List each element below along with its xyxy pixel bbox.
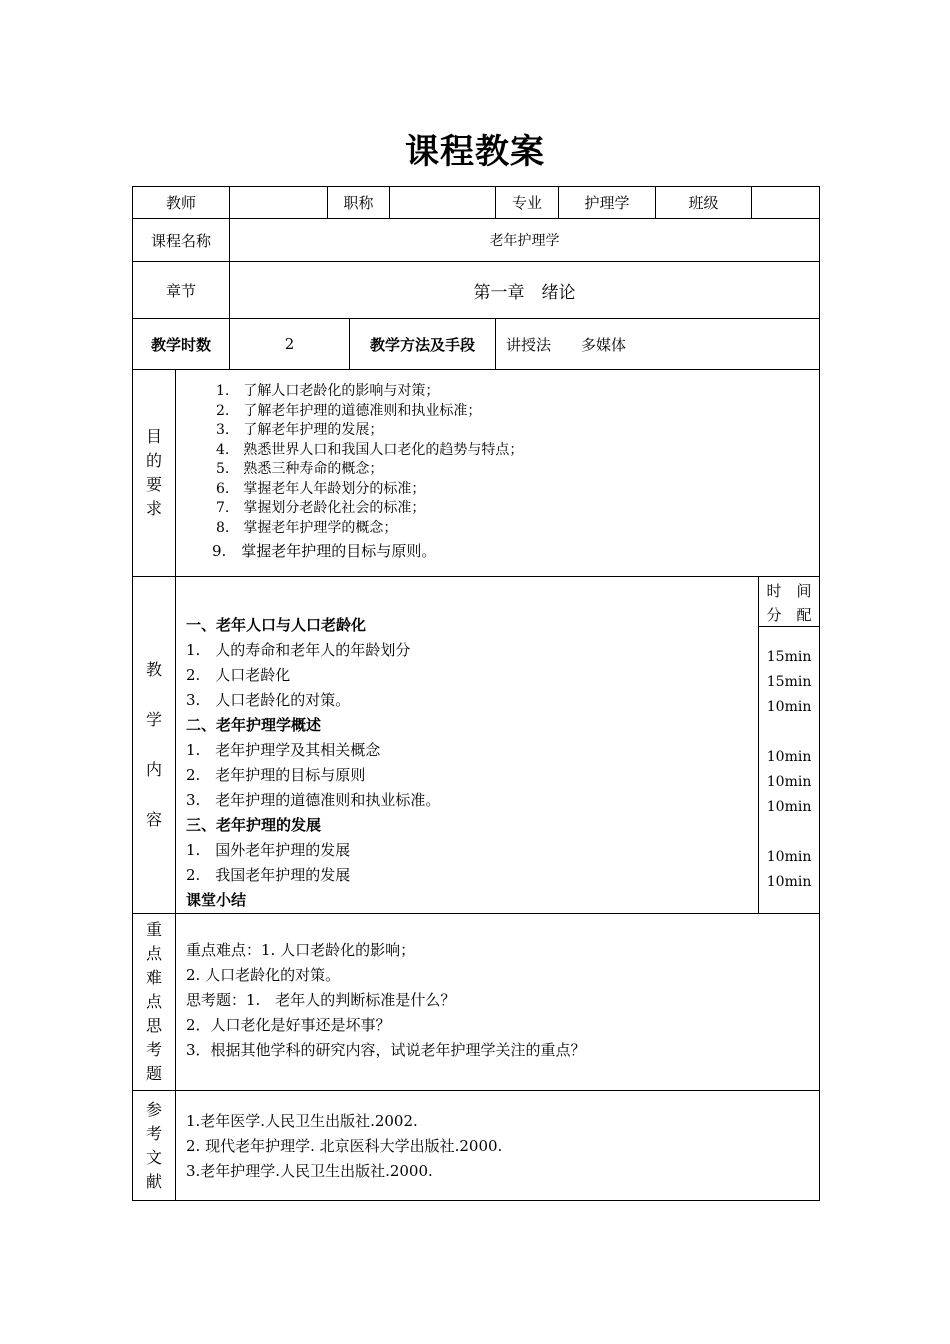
list-item: 8. 掌握老年护理学的概念； bbox=[216, 519, 398, 536]
list-item: 1. 人的寿命和老年人的年龄划分 bbox=[186, 641, 411, 659]
key-points-row bbox=[133, 914, 820, 1091]
time-value: 10min bbox=[766, 874, 812, 890]
hours-row bbox=[133, 319, 820, 370]
class-summary: 课堂小结 bbox=[186, 891, 247, 909]
method-value: 讲授法 多媒体 bbox=[496, 319, 820, 370]
reference-item: 2. 现代老年护理学. 北京医科大学出版社.2000. bbox=[186, 1137, 503, 1155]
time-allocation-column bbox=[758, 577, 819, 913]
list-item: 1. 老年护理学及其相关概念 bbox=[186, 741, 381, 759]
time-spacer bbox=[759, 820, 819, 845]
list-item: 3. 老年护理的道德准则和执业标准。 bbox=[186, 791, 441, 809]
course-value: 老年护理学 bbox=[230, 219, 820, 262]
method-label: 教学方法及手段 bbox=[350, 319, 496, 370]
objectives-content bbox=[176, 370, 820, 577]
section-title: 一、老年人口与人口老龄化 bbox=[186, 616, 367, 634]
teacher-label: 教师 bbox=[133, 187, 230, 219]
major-value: 护理学 bbox=[559, 187, 656, 219]
list-item: 1. 国外老年护理的发展 bbox=[186, 841, 351, 859]
time-value: 15min bbox=[766, 674, 812, 690]
references-label: 参 考 文 献 bbox=[133, 1091, 176, 1201]
time-value: 15min bbox=[766, 649, 812, 665]
time-spacer bbox=[759, 720, 819, 745]
key-points-content bbox=[176, 914, 820, 1091]
course-label: 课程名称 bbox=[133, 219, 230, 262]
time-value: 10min bbox=[766, 799, 812, 815]
class-label: 班级 bbox=[656, 187, 752, 219]
references-row bbox=[133, 1091, 820, 1201]
reference-item: 3.老年护理学.人民卫生出版社.2000. bbox=[186, 1162, 433, 1180]
list-item: 3. 人口老龄化的对策。 bbox=[186, 691, 351, 709]
objectives-row bbox=[133, 370, 820, 577]
time-allocation-header: 时 间 分 配 bbox=[759, 577, 819, 627]
list-item: 2. 老年护理的目标与原则 bbox=[186, 766, 366, 784]
chapter-label: 章节 bbox=[133, 262, 230, 319]
time-value: 10min bbox=[766, 699, 812, 715]
rank-value bbox=[390, 187, 496, 219]
key-points-label: 重 点 难 点 思 考 题 bbox=[133, 914, 176, 1091]
header-row bbox=[133, 187, 820, 219]
list-item: 2. 了解老年护理的道德准则和执业标准； bbox=[216, 402, 482, 419]
content-cell bbox=[176, 577, 820, 914]
time-value: 10min bbox=[766, 774, 812, 790]
lesson-plan-table bbox=[132, 186, 820, 1201]
chapter-value: 第一章 绪论 bbox=[230, 262, 820, 319]
rank-label: 职称 bbox=[328, 187, 390, 219]
hours-value: 2 bbox=[230, 319, 350, 370]
chapter-row bbox=[133, 262, 820, 319]
objectives-label: 目 的 要 求 bbox=[133, 370, 176, 577]
class-value bbox=[752, 187, 820, 219]
hours-label: 教学时数 bbox=[133, 319, 230, 370]
list-item: 2. 我国老年护理的发展 bbox=[186, 866, 351, 884]
time-value: 10min bbox=[766, 749, 812, 765]
references-content bbox=[176, 1091, 820, 1201]
text-line: 2．人口老化是好事还是坏事？ bbox=[186, 1016, 391, 1034]
list-item: 9. 掌握老年护理的目标与原则。 bbox=[212, 542, 437, 560]
list-item: 3. 了解老年护理的发展； bbox=[216, 422, 384, 438]
section-title: 三、老年护理的发展 bbox=[186, 816, 322, 834]
list-item: 6. 掌握老年人年龄划分的标准； bbox=[216, 480, 426, 497]
list-item: 7. 掌握划分老龄化社会的标准； bbox=[216, 500, 426, 516]
text-line: 2. 人口老龄化的对策。 bbox=[186, 966, 341, 984]
content-outline bbox=[176, 577, 758, 913]
text-line: 重点难点：1. 人口老龄化的影响； bbox=[186, 941, 416, 959]
reference-item: 1.老年医学.人民卫生出版社.2002. bbox=[186, 1112, 418, 1130]
page-title: 课程教案 bbox=[405, 132, 545, 172]
content-label: 教 学 内 容 bbox=[133, 577, 176, 914]
course-row bbox=[133, 219, 820, 262]
list-item: 5. 熟悉三种寿命的概念； bbox=[216, 461, 384, 477]
list-item: 2. 人口老龄化 bbox=[186, 666, 291, 684]
section-title: 二、老年护理学概述 bbox=[186, 716, 322, 734]
list-item: 1. 了解人口老龄化的影响与对策； bbox=[216, 383, 440, 399]
content-row bbox=[133, 577, 820, 914]
text-line: 3．根据其他学科的研究内容，试说老年护理学关注的重点？ bbox=[186, 1041, 586, 1059]
major-label: 专业 bbox=[496, 187, 559, 219]
time-value: 10min bbox=[766, 849, 812, 865]
teacher-value bbox=[230, 187, 328, 219]
list-item: 4. 熟悉世界人口和我国人口老化的趋势与特点； bbox=[216, 441, 524, 458]
text-line: 思考题：1. 老年人的判断标准是什么？ bbox=[186, 991, 456, 1009]
